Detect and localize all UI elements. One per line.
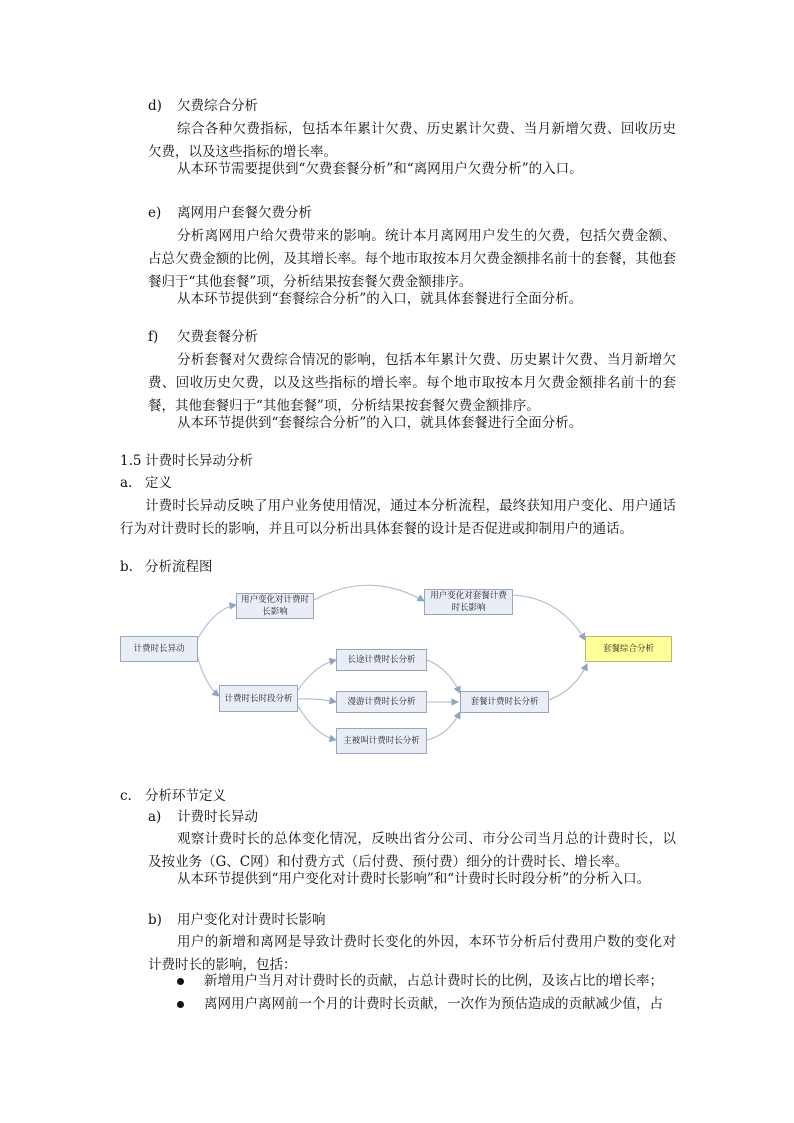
node-package-overall-analysis: 套餐综合分析 (585, 636, 672, 662)
section-f-paragraph-1: 分析套餐对欠费综合情况的影响，包括本年累计欠费、历史累计欠费、当月新增欠费、回收历史欠费，以及这些指标的增长率。每个地市取按本月欠费金额排名前十的套餐，其他套餐归于“其他套餐”项，分析结果按套餐欠费金额排序。 (148, 352, 676, 414)
item-b-marker: b. (120, 559, 133, 575)
sub-b-marker: b) (148, 912, 162, 928)
sub-b-title: 用户变化对计费时长影响 (177, 912, 326, 928)
item-a-marker: a. (120, 475, 133, 491)
node-time-period-analysis: 计费时长时段分析 (219, 685, 298, 712)
edge-user-change-to-pkg (314, 585, 424, 601)
sub-a-paragraph-2: 从本环节提供到“用户变化对计费时长影响”和“计费时长时段分析”的分析入口。 (177, 871, 651, 887)
edge-period-to-called (298, 706, 336, 740)
section-f-title: 欠费套餐分析 (177, 329, 258, 345)
edge-start-to-period (197, 655, 219, 696)
item-a-title: 定义 (145, 475, 172, 491)
node-user-change-impact: 用户变化对计费时长影响 (236, 593, 314, 619)
section-d-paragraph-2: 从本环节需要提供到“欠费套餐分析”和“离网用户欠费分析”的入口。 (177, 161, 583, 177)
heading-number: 1.5 (120, 453, 142, 469)
item-c-title: 分析环节定义 (145, 788, 226, 804)
bullet-item: 离网用户离网前一个月的计费时长贡献，一次作为预估造成的贡献减少值，占 (204, 996, 663, 1012)
item-c-marker: c. (120, 788, 132, 804)
node-user-change-package-impact: 用户变化对套餐计费时长影响 (424, 589, 513, 615)
bullet-item: 新增用户当月对计费时长的贡献，占总计费时长的比例，及该占比的增长率； (204, 973, 663, 989)
section-f-paragraph-2: 从本环节提供到“套餐综合分析”的入口，就具体套餐进行全面分析。 (177, 415, 583, 431)
edge-start-to-user-change (197, 605, 236, 640)
section-e-paragraph-2: 从本环节提供到“套餐综合分析”的入口，就具体套餐进行全面分析。 (177, 291, 583, 307)
edge-period-to-longdist (298, 660, 336, 690)
node-roaming-analysis: 漫游计费时长分析 (336, 691, 427, 713)
edge-period-to-roaming (298, 699, 336, 702)
item-a-paragraph: 计费时长异动反映了用户业务使用情况，通过本分析流程，最终获知用户变化、用户通话行为对计费时长的影响，并且可以分析出具体套餐的设计是否促进或抑制用户的通话。 (120, 498, 676, 537)
section-d-paragraph-1: 综合各种欠费指标，包括本年累计欠费、历史累计欠费、当月新增欠费、回收历史欠费，以及这些指标的增长率。 (148, 121, 676, 160)
section-e-paragraph-1: 分析离网用户给欠费带来的影响。统计本月离网用户发生的欠费，包括欠费金额、占总欠费金额的比例，及其增长率。每个地市取按本月欠费金额排名前十的套餐，其他套餐归于“其他套餐”项，分析结果按套餐欠费金额排序。 (148, 228, 676, 290)
section-d-marker: d) (148, 98, 162, 114)
heading-title: 计费时长异动分析 (145, 453, 253, 469)
bullet-dot (177, 978, 184, 985)
edge-user-change-pkg-to-overall (513, 595, 585, 640)
edge-longdist-to-pkg-duration (427, 660, 460, 693)
section-e-title: 离网用户套餐欠费分析 (177, 205, 312, 221)
bullet-dot (177, 1001, 184, 1008)
node-billing-duration-change: 计费时长异动 (120, 636, 198, 662)
edge-called-to-pkg-duration (427, 712, 460, 740)
sub-a-marker: a) (148, 809, 162, 825)
node-caller-called-analysis: 主被叫计费时长分析 (336, 728, 427, 754)
item-b-title: 分析流程图 (145, 559, 213, 575)
sub-b-paragraph-1: 用户的新增和离网是导致计费时长变化的外因，本环节分析后付费用户数的变化对计费时长的影响，包括： (148, 934, 676, 973)
node-package-duration-analysis: 套餐计费时长分析 (460, 691, 549, 713)
sub-a-title: 计费时长异动 (177, 809, 258, 825)
node-long-distance-analysis: 长途计费时长分析 (336, 649, 427, 671)
edge-pkg-duration-to-overall (549, 664, 587, 700)
sub-a-paragraph-1: 观察计费时长的总体变化情况，反映出省分公司、市分公司当月总的计费时长，以及按业务（G、C网）和付费方式（后付费、预付费）细分的计费时长、增长率。 (148, 831, 676, 870)
section-e-marker: e) (148, 205, 162, 221)
section-f-marker: f) (148, 329, 159, 345)
section-d-title: 欠费综合分析 (177, 98, 258, 114)
